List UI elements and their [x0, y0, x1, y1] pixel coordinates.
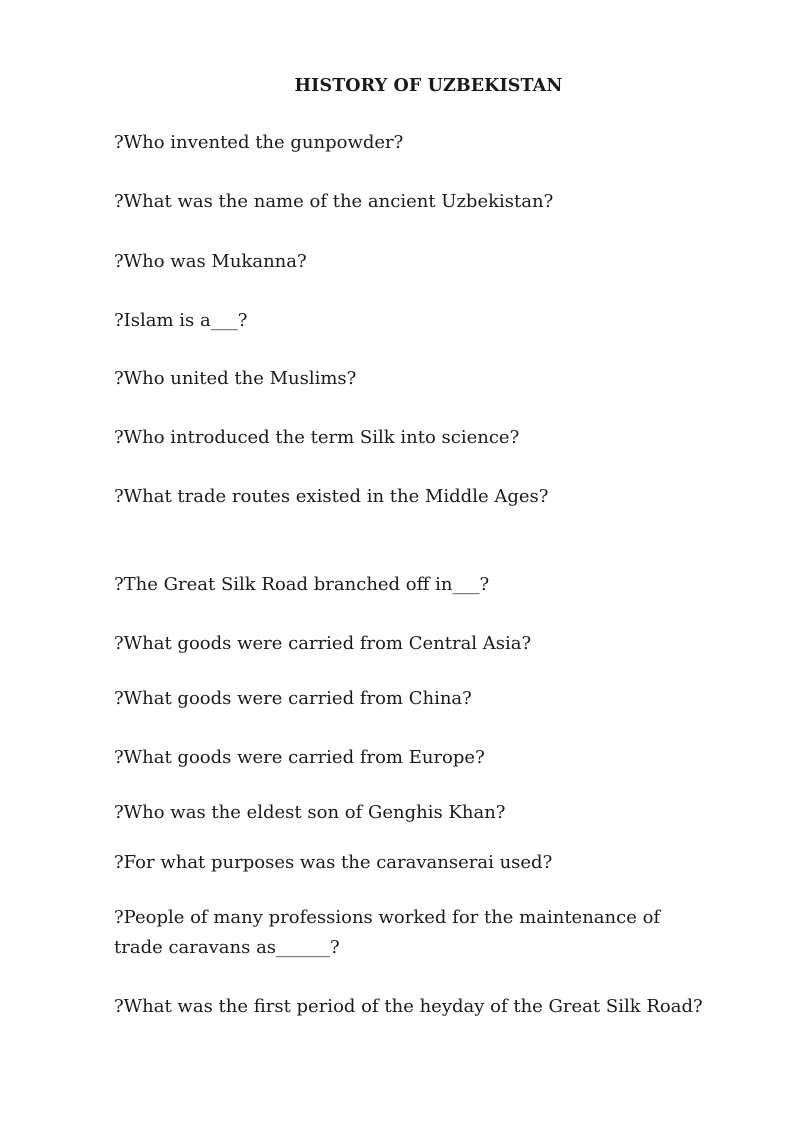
question-13: ?For what purposes was the caravanserai used? — [114, 852, 553, 873]
question-11: ?What goods were carried from Europe? — [114, 747, 485, 768]
question-10: ?What goods were carried from China? — [114, 688, 472, 709]
question-8: ?The Great Silk Road branched off in___? — [114, 574, 490, 595]
question-4: ?Islam is a___? — [114, 310, 248, 331]
question-15: ?What was the first period of the heyday of the Great Silk Road? — [114, 996, 703, 1017]
question-7: ?What trade routes existed in the Middle Ages? — [114, 486, 549, 507]
document-title: HISTORY OF UZBEKISTAN — [294, 76, 563, 96]
question-1: ?Who invented the gunpowder? — [114, 132, 404, 153]
question-14: ?People of many professions worked for the maintenance of trade caravans as______? — [114, 907, 661, 958]
question-12: ?Who was the eldest son of Genghis Khan? — [114, 802, 506, 823]
question-3: ?Who was Mukanna? — [114, 251, 307, 272]
question-9: ?What goods were carried from Central Asia? — [114, 633, 532, 654]
question-6: ?Who introduced the term Silk into science? — [114, 427, 520, 448]
question-2: ?What was the name of the ancient Uzbekistan? — [114, 191, 554, 212]
question-5: ?Who united the Muslims? — [114, 368, 357, 389]
